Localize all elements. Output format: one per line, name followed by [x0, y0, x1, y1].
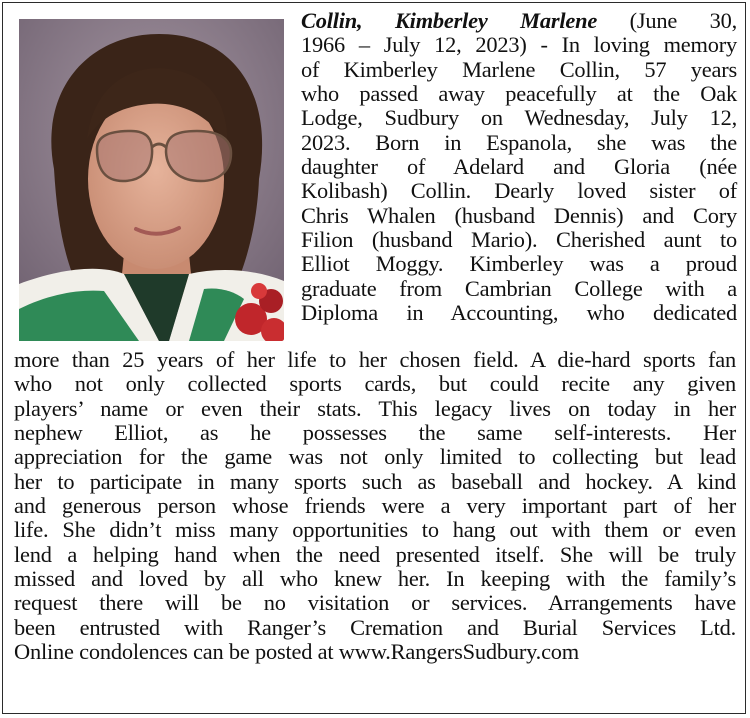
portrait-image — [19, 19, 284, 341]
text-line: Filion (husband Mario). Cherished aunt to — [301, 227, 737, 253]
text-line: and generous person whose friends were a very important part of her — [14, 493, 736, 519]
text-line: Lodge, Sudbury on Wednesday, July 12, — [301, 105, 737, 131]
text-line: who passed away peacefully at the Oak — [301, 81, 737, 107]
deceased-name: Collin, Kimberley Marlene — [301, 8, 598, 33]
text-line: 2023. Born in Espanola, she was the — [301, 129, 737, 155]
text-line: been entrusted with Ranger’s Cremation and Burial Services Ltd. — [14, 614, 736, 640]
text-line: Elliot Moggy. Kimberley was a proud — [301, 251, 737, 277]
text-line: her to participate in many sports such as baseball and hockey. A kind — [14, 468, 736, 494]
text-line: life. She didn’t miss many opportunities to hang out with them or even — [14, 517, 736, 543]
text-line: appreciation for the game was not only limited to collecting but lead — [14, 444, 736, 470]
text-line: lend a helping hand when the need presented itself. She will be truly — [14, 541, 736, 567]
text-line: who not only collected sports cards, but could recite any given — [14, 371, 736, 397]
text-line: players’ name or even their stats. This legacy lives on today in her — [14, 395, 736, 421]
text-line: more than 25 years of her life to her chosen field. A die-hard sports fan — [14, 347, 736, 372]
text-line: Online condolences can be posted at www.RangersSudbury.com — [14, 639, 580, 665]
obituary-text-top — [301, 9, 737, 325]
text-line: of Kimberley Marlene Collin, 57 years — [301, 56, 737, 82]
text-line: Kolibash) Collin. Dearly loved sister of — [301, 178, 737, 204]
text-line: request there will be no visitation or services. Arrangements have — [14, 590, 736, 616]
text-line: missed and loved by all who knew her. In keeping with the family’s — [14, 566, 736, 592]
text-line: daughter of Adelard and Gloria (née — [301, 154, 737, 180]
portrait-photo — [19, 19, 284, 341]
text-line: graduate from Cambrian College with a — [301, 275, 737, 301]
obituary-text-bottom — [14, 348, 736, 664]
text-line: nephew Elliot, as he possesses the same self-interests. Her — [14, 420, 736, 446]
text-line: Collin, Kimberley Marlene (June 30, — [301, 8, 738, 33]
text-line: Diploma in Accounting, who dedicated — [301, 300, 737, 326]
text-line: 1966 – July 12, 2023) - In loving memory — [301, 32, 737, 58]
text-line: Chris Whalen (husband Dennis) and Cory — [301, 202, 737, 228]
